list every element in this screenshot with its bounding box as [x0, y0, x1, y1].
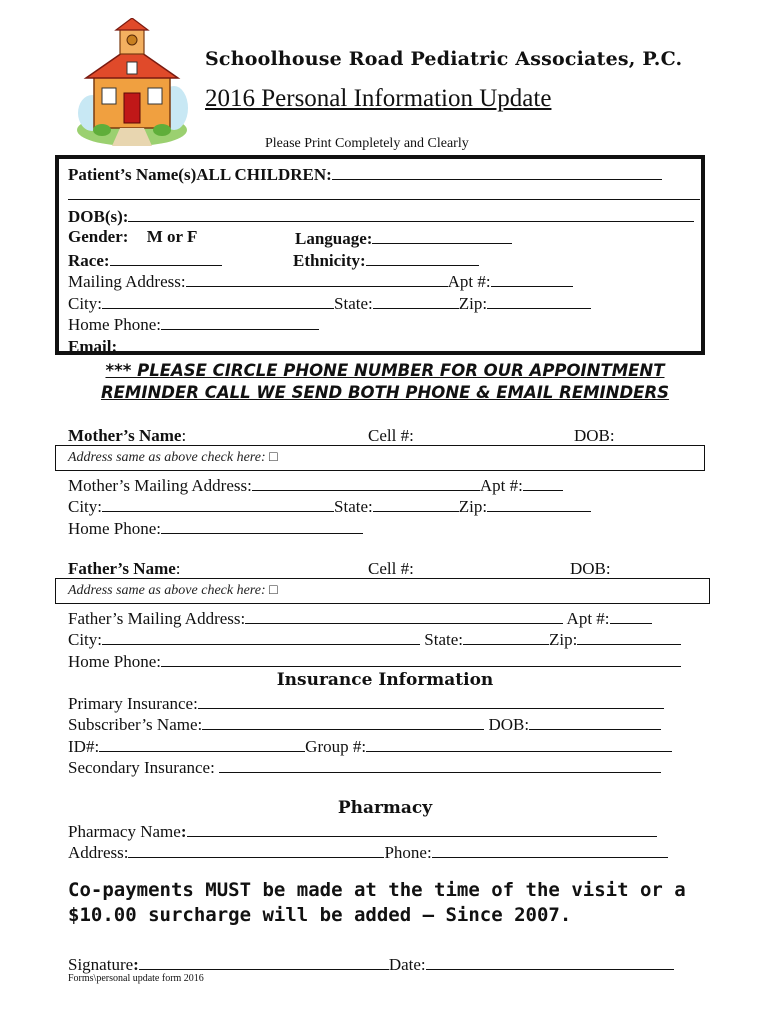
mother-city-row	[68, 495, 591, 517]
state-field[interactable]	[373, 292, 459, 309]
father-state-label: State:	[424, 630, 463, 649]
mother-same-address-box[interactable]	[55, 445, 705, 471]
pharmacy-phone-field[interactable]	[432, 841, 668, 858]
ethnicity-row	[293, 249, 479, 271]
father-apt-field[interactable]	[610, 607, 652, 624]
copay-notice-line2: $10.00 surcharge will be added – Since 2007.	[68, 904, 572, 926]
father-apt-label: Apt #:	[566, 609, 610, 628]
group-field[interactable]	[366, 735, 672, 752]
secondary-insurance-field[interactable]	[219, 756, 661, 773]
schoolhouse-logo	[72, 18, 192, 155]
father-zip-label: Zip:	[548, 630, 578, 649]
race-row	[68, 249, 222, 271]
father-home-phone-label: Home Phone:	[68, 652, 162, 671]
insurance-dob-label: DOB:	[488, 715, 530, 734]
pharmacy-address-label: Address:	[68, 843, 129, 862]
patient-names-row-2	[68, 183, 700, 205]
pharmacy-name-colon: :	[180, 822, 187, 841]
pharmacy-phone-label: Phone:	[384, 843, 432, 862]
language-label: Language:	[295, 229, 373, 248]
primary-insurance-row	[68, 692, 664, 714]
schoolhouse-icon	[72, 18, 192, 150]
mailing-label: Mailing Address:	[68, 272, 186, 291]
mother-name-label: Mother’s Name	[68, 426, 182, 445]
mother-home-phone-field[interactable]	[161, 517, 363, 534]
patient-phone-row	[68, 313, 319, 335]
mother-name-colon: :	[181, 426, 187, 445]
patient-dob-row	[68, 205, 694, 227]
city-label: City:	[68, 294, 103, 313]
father-dob-label: DOB:	[570, 559, 611, 578]
mother-zip-field[interactable]	[487, 495, 591, 512]
father-same-address-box[interactable]	[55, 578, 710, 604]
home-phone-field[interactable]	[161, 313, 319, 330]
pharmacy-name-label: Pharmacy Name	[68, 822, 181, 841]
race-label: Race:	[68, 251, 110, 270]
race-field[interactable]	[110, 249, 222, 266]
reminder-note-line2: REMINDER CALL WE SEND BOTH PHONE & EMAIL REMINDERS	[100, 383, 670, 402]
father-same-address-label: Address same as above check here: □	[68, 583, 278, 598]
pharmacy-address-field[interactable]	[128, 841, 384, 858]
gender-label: Gender:	[68, 227, 129, 246]
father-home-phone-field[interactable]	[161, 650, 681, 667]
group-label: Group #:	[305, 737, 367, 756]
ethnicity-field[interactable]	[366, 249, 479, 266]
zip-label: Zip:	[458, 294, 488, 313]
father-name-colon: :	[175, 559, 181, 578]
father-name-label: Father’s Name	[68, 559, 176, 578]
print-note: Please Print Completely and Clearly	[265, 136, 469, 151]
mother-state-label: State:	[334, 497, 373, 516]
subscriber-field[interactable]	[202, 713, 484, 730]
email-field[interactable]	[117, 335, 603, 352]
patient-mailing-row	[68, 270, 573, 292]
mother-apt-label: Apt #:	[479, 476, 523, 495]
pharmacy-name-row	[68, 820, 657, 842]
father-city-field[interactable]	[102, 628, 420, 645]
state-label: State:	[334, 294, 373, 313]
pharmacy-address-row	[68, 841, 668, 863]
patient-names-label: Patient’s Name(s)ALL CHILDREN:	[68, 165, 332, 184]
primary-insurance-label: Primary Insurance:	[68, 694, 198, 713]
mother-home-phone-label: Home Phone:	[68, 519, 162, 538]
patient-dob-label: DOB(s):	[68, 207, 129, 226]
apt-field[interactable]	[491, 270, 573, 287]
pharmacy-heading: Pharmacy	[337, 798, 433, 818]
father-mailing-field[interactable]	[245, 607, 563, 624]
subscriber-row	[68, 713, 661, 735]
mother-city-label: City:	[68, 497, 103, 516]
mother-dob-label: DOB:	[574, 426, 615, 445]
id-field[interactable]	[99, 735, 305, 752]
signature-row	[68, 953, 674, 975]
practice-name: Schoolhouse Road Pediatric Associates, P.C.	[205, 48, 683, 70]
father-name-row	[68, 559, 181, 579]
mother-apt-field[interactable]	[523, 474, 563, 491]
secondary-insurance-row	[68, 756, 661, 778]
date-field[interactable]	[426, 953, 674, 970]
mother-city-field[interactable]	[102, 495, 334, 512]
mailing-field[interactable]	[186, 270, 448, 287]
signature-field[interactable]	[139, 953, 389, 970]
patient-email-row	[68, 335, 603, 357]
reminder-note-line1: *** PLEASE CIRCLE PHONE NUMBER FOR OUR APPOINTMENT	[105, 361, 665, 380]
mother-zip-label: Zip:	[458, 497, 488, 516]
copay-notice-line1: Co-payments MUST be made at the time of the visit or a	[68, 879, 686, 901]
mother-mailing-row	[68, 474, 563, 496]
id-label: ID#:	[68, 737, 100, 756]
patient-dob-field[interactable]	[128, 205, 694, 222]
mother-phone-row	[68, 517, 363, 539]
subscriber-label: Subscriber’s Name:	[68, 715, 203, 734]
mother-state-field[interactable]	[373, 495, 459, 512]
gender-options[interactable]: M or F	[146, 227, 198, 246]
signature-label: Signature	[68, 955, 134, 974]
email-label: Email:	[68, 337, 118, 356]
mother-mailing-label: Mother’s Mailing Address:	[68, 476, 252, 495]
secondary-insurance-label: Secondary Insurance:	[68, 758, 215, 777]
apt-label: Apt #:	[447, 272, 491, 291]
mother-mailing-field[interactable]	[252, 474, 480, 491]
mother-cell-label: Cell #:	[368, 426, 414, 445]
patient-gender-row	[68, 227, 197, 247]
date-label: Date:	[388, 955, 426, 974]
pharmacy-name-field[interactable]	[187, 820, 657, 837]
father-phone-row	[68, 650, 681, 672]
signature-colon: :	[133, 955, 139, 974]
city-field[interactable]	[102, 292, 334, 309]
language-row	[295, 227, 512, 249]
home-phone-label: Home Phone:	[68, 315, 162, 334]
mother-same-address-label: Address same as above check here: □	[68, 450, 278, 465]
patient-names-field[interactable]	[332, 163, 662, 180]
language-field[interactable]	[372, 227, 512, 244]
father-zip-field[interactable]	[577, 628, 681, 645]
father-city-row	[68, 628, 681, 650]
primary-insurance-field[interactable]	[198, 692, 664, 709]
father-cell-label: Cell #:	[368, 559, 414, 578]
father-state-field[interactable]	[463, 628, 549, 645]
father-mailing-row	[68, 607, 652, 629]
father-city-label: City:	[68, 630, 103, 649]
insurance-heading: Insurance Information	[276, 670, 494, 690]
father-mailing-label: Father’s Mailing Address:	[68, 609, 246, 628]
footer-path: Forms\personal update form 2016	[68, 973, 204, 984]
id-group-row	[68, 735, 672, 757]
patient-names-row	[68, 163, 662, 185]
mother-name-row	[68, 426, 186, 446]
zip-field[interactable]	[487, 292, 591, 309]
patient-city-row	[68, 292, 591, 314]
form-title: 2016 Personal Information Update	[205, 85, 552, 112]
insurance-dob-field[interactable]	[529, 713, 661, 730]
patient-names-field-2[interactable]	[68, 183, 700, 200]
ethnicity-label: Ethnicity:	[293, 251, 366, 270]
